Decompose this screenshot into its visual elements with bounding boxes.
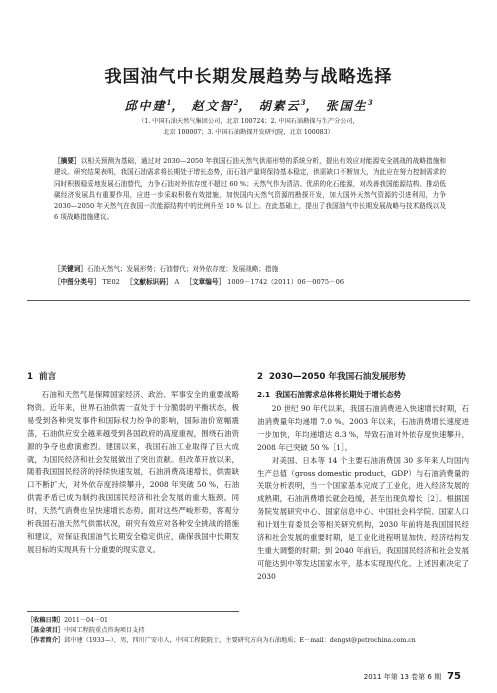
author-name: 胡素云 [258, 99, 301, 113]
section-heading [257, 370, 406, 382]
abstract-text: 以相关预测为基础，通过对 2030—2050 年我国石油天然气供需形势的系统分析，提出有效应对能源安全挑战的战略措施和建议。研究结果表明，我国石油需求将长期处于增长态势，而石油产量将保持基本稳定，供需缺口不断加大，为此应在努力控制需求的同时积极稳妥地发展石油替代，力争石油对外依存度不超过 60 %；天然气作为清洁、优质的化石能源，对改善我国能源结构、推动低碳经济发展具有重要作用，应进一步采取积极有效措施，加快国内天然气资源的勘探开发，加大国外天然气资源的引进利用，力争 2030—2050 年天然气在我国一次能源结构中的比例升至 10 % 以上。在此基础上，提出了我国油气中长期发展战略与技术路线以及 6 项战略措施建议。 [54, 157, 447, 222]
left-column-body [27, 389, 239, 557]
article-id-value: 1009－1742（2011）06－0075－06 [227, 278, 345, 286]
paragraph: 20 世纪 90 年代以来，我国石油消费进入快速增长时期，石油消费量年均递增 7.0 %。2003 年以来，石油消费增长速度进一步加快，年均递增达 8.3 %，导致石油对外依存度快速攀升，2008 年已突破 50 %［1］。 [257, 404, 469, 452]
footnote-text: 邱中建（1933—），男，四川广安市人，中国工程院院士，主要研究方向为石油地质；E－mail：dengst@petrochina.com.cn [64, 637, 416, 644]
classification-line [54, 277, 446, 288]
page-number: 75 [447, 671, 461, 682]
keywords-label: ［关键词］ [54, 265, 87, 273]
section-title: 2030—2050 年我国石油发展形势 [268, 372, 406, 382]
footnote-text: 中国工程院重点咨询项目支持 [64, 627, 145, 634]
clc-label: ［中图分类号］ [54, 278, 101, 286]
footnote-received [27, 616, 470, 626]
footnote-label: ［基金项目］ [27, 627, 65, 634]
keywords-text: 石油天然气；发展形势；石油替代；对外依存度；发展战略；措施 [86, 265, 279, 273]
abstract-label: ［摘要］ [54, 157, 81, 165]
footnote-label: ［作者简介］ [27, 637, 65, 644]
article-id-label: ［文章编号］ [185, 278, 226, 286]
author-name: 赵文智 [191, 99, 234, 113]
footnote-divider [27, 611, 239, 612]
footnotes [27, 616, 470, 646]
author-affil-mark: 1 [166, 98, 172, 107]
subsection-title: 我国石油需求总体将长期处于增长态势 [275, 390, 401, 399]
affiliation-line: （1. 中国石油天然气集团公司，北京 100724；2. 中国石油勘探与生产分公司， [138, 118, 359, 125]
author-affil-mark: 3 [367, 98, 373, 107]
doc-code-label: ［文献标识码］ [126, 278, 173, 286]
author-line: 邱中建$^1$， 赵文智$^2$， 胡素云$^3$， 张国生$^3$ [124, 98, 373, 113]
article-title: 我国油气中长期发展趋势与战略选择 [104, 67, 393, 87]
author-name: 张国生 [325, 99, 368, 113]
journal-issue: 2011 年第 13 卷第 6 期 [363, 673, 442, 681]
paragraph: 石油和天然气是保障国家经济、政治、军事安全的重要战略物资。近年来，世界石油供需一直处于十分脆弱的平衡状态，极易受到各种突发事件和国际权力纷争的影响，国际油价宽幅震荡，石油供应安全越来越受到各国政府的高度重视，围绕石油资源的争夺也愈演愈烈。建国以来，我国石油工业取得了巨大成就，为国民经济和社会发展做出了突出贡献。但改革开放以来，随着我国国民经济的持续快速发展，石油消费高速增长，供需缺口不断扩大，对外依存度持续攀升，2008 年突破 50 %，石油供需矛盾已成为制约我国国民经济和社会发展的重大瓶颈。同时，天然气消费也呈快速增长态势。面对这些严峻形势，客观分析我国石油天然气供需状况，研究有效应对各种安全挑战的措施和建议，对保证我国油气长期安全稳定供应，确保我国中长期发展目标的实现具有十分重要的现实意义。 [27, 390, 239, 554]
subsection-number: 2.1 [257, 390, 271, 399]
footnote-text: 2011－04－01 [64, 617, 108, 624]
clc-value: TE02 [102, 278, 120, 286]
abstract [54, 156, 446, 224]
keywords [54, 264, 446, 275]
subsection-heading [257, 389, 401, 400]
abstract-divider [27, 300, 470, 301]
section-number: 1 [27, 372, 33, 382]
footnote-fund [27, 626, 470, 636]
page-folio [364, 671, 461, 682]
right-column-body [257, 403, 469, 584]
author-name: 邱中建 [124, 99, 167, 113]
author-affil-mark: 2 [233, 98, 239, 107]
affiliations [40, 117, 457, 138]
section-title: 前言 [38, 372, 57, 382]
doc-code-value: A [174, 278, 180, 286]
paragraph: 对美国、日本等 14 个主要石油消费国 30 多年来人均国内生产总值（gross domestic product，GDP）与石油消费量的关联分析表明，当一个国家基本完成了工业化，进入经济发展的成熟期，石油消费增长就会趋缓，甚至出现负增长［2］。根据国务院发展研究中心、国家信息中心、中国社会科学院、国家人口和计划生育委员会等相关研究机构，2030 年前将是我国国民经济和社会发展的重要时期，是工业化进程明显加快、经济结构发生重大调整的时期；到 2040 年前后，我国国民经济和社会发展可能达到中等发达国家水平，基本实现现代化。上述因素决定了 2030 [257, 455, 469, 581]
footnote-label: ［收稿日期］ [27, 617, 65, 624]
section-number: 2 [257, 372, 263, 382]
author-affil-mark: 3 [300, 98, 306, 107]
section-heading [27, 370, 56, 382]
affiliation-line: 北京 100007；3. 中国石油勘探开发研究院，北京 100083） [163, 128, 334, 136]
footnote-author [27, 636, 470, 646]
